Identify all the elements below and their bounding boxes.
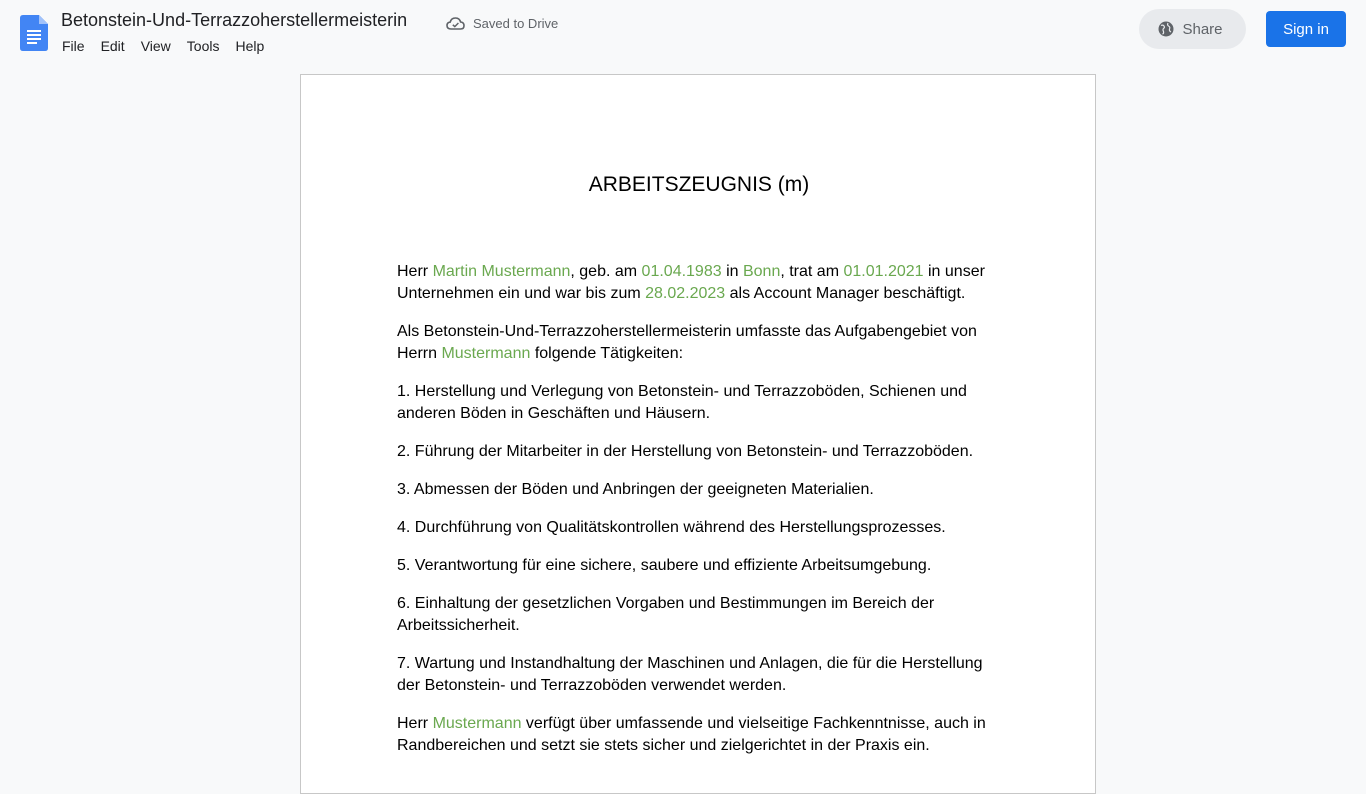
menu-edit[interactable]: Edit bbox=[100, 38, 125, 54]
employee-name: Martin Mustermann bbox=[432, 263, 571, 280]
menu-view[interactable]: View bbox=[140, 38, 171, 54]
intro-paragraph: Herr Martin Mustermann, geb. am 01.04.1983 in Bonn, trat am 01.01.2021 in unser Unternehmen ein und war bis zum 28.02.2023 als Account Manager beschäftigt. bbox=[397, 263, 985, 302]
document-body bbox=[397, 261, 997, 773]
document-title[interactable]: Betonstein-Und-Terrazzoherstellermeisterin bbox=[61, 10, 408, 30]
task-item: 6. Einhaltung der gesetzlichen Vorgaben und Bestimmungen im Bereich der Arbeitssicherheit. bbox=[397, 595, 935, 634]
task-item: 2. Führung der Mitarbeiter in der Herstellung von Betonstein- und Terrazzoböden. bbox=[397, 443, 974, 460]
sign-in-button[interactable]: Sign in bbox=[1266, 11, 1346, 47]
saved-status-label: Saved to Drive bbox=[473, 15, 559, 31]
employee-surname: Mustermann bbox=[432, 715, 522, 732]
task-item: 7. Wartung und Instandhaltung der Maschinen und Anlagen, die für die Herstellung der Betonstein- und Terrazzoböden verwendet werden. bbox=[397, 655, 983, 694]
menu-tools[interactable]: Tools bbox=[186, 38, 220, 54]
task-item: 5. Verantwortung für eine sichere, saubere und effiziente Arbeitsumgebung. bbox=[397, 557, 932, 574]
menu-file[interactable]: File bbox=[62, 38, 85, 54]
document-page[interactable] bbox=[300, 74, 1096, 794]
task-item: 3. Abmessen der Böden und Anbringen der geeigneten Materialien. bbox=[397, 481, 874, 498]
role-paragraph: Als Betonstein-Und-Terrazzoherstellermeisterin umfasste das Aufgabengebiet von Herrn Mustermann folgende Tätigkeiten: bbox=[397, 323, 977, 362]
cloud-done-icon bbox=[446, 16, 465, 30]
employee-surname: Mustermann bbox=[441, 345, 531, 362]
top-bar bbox=[0, 0, 1366, 64]
skills-paragraph: Herr Mustermann verfügt über umfassende und vielseitige Fachkenntnisse, auch in Randbereichen und setzt sie stets sicher und zielgerichtet in der Praxis ein. bbox=[397, 715, 986, 754]
google-docs-icon[interactable] bbox=[20, 15, 48, 51]
document-heading: ARBEITSZEUGNIS (m) bbox=[588, 173, 810, 196]
task-item: 4. Durchführung von Qualitätskontrollen während des Herstellungsprozesses. bbox=[397, 519, 946, 536]
menu-bar bbox=[62, 37, 280, 55]
share-button-label: Share bbox=[1182, 20, 1223, 38]
menu-help[interactable]: Help bbox=[235, 38, 265, 54]
saved-status[interactable] bbox=[446, 14, 558, 32]
task-item: 1. Herstellung und Verlegung von Betonstein- und Terrazzoböden, Schienen und anderen Böden in Geschäften und Häusern. bbox=[397, 383, 967, 422]
start-date: 01.01.2021 bbox=[843, 263, 924, 280]
share-button[interactable] bbox=[1139, 9, 1246, 49]
birth-date: 01.04.1983 bbox=[641, 263, 722, 280]
globe-icon bbox=[1158, 21, 1174, 37]
end-date: 28.02.2023 bbox=[645, 285, 726, 302]
birth-place: Bonn bbox=[742, 263, 781, 280]
